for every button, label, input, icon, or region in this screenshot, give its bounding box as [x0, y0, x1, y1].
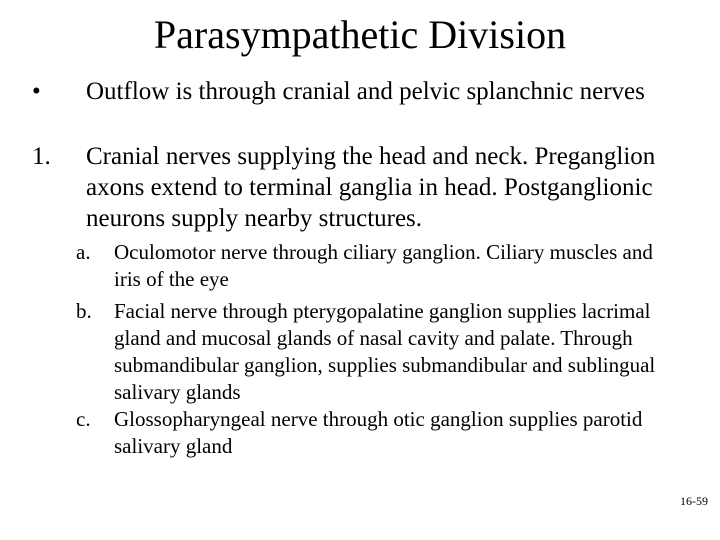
slide-title: Parasympathetic Division — [153, 12, 567, 57]
main-point-text: Outflow is through cranial and pelvic splanchnic nerves — [86, 78, 645, 105]
sub-point-text: Glossopharyngeal nerve through otic ganglion supplies parotid salivary gland — [114, 407, 643, 458]
sub-point-a — [76, 239, 676, 293]
slide-number: 16-59 — [680, 494, 708, 508]
sub-point-marker: a. — [76, 240, 91, 264]
main-point-bullet — [32, 76, 720, 138]
main-point-text: Cranial nerves supplying the head and neck. Preganglion axons extend to terminal ganglia in head. Postganglionic neurons supply nearby structures. — [86, 143, 656, 232]
sub-point-text: Facial nerve through pterygopalatine ganglion supplies lacrimal gland and mucosal glands of nasal cavity and palate. Through submandibular ganglion, supplies submandibular and sublingual salivary glands — [114, 299, 656, 404]
sub-point-marker: c. — [76, 407, 91, 431]
sub-point-text: Oculomotor nerve through ciliary ganglion. Ciliary muscles and iris of the eye — [114, 240, 653, 291]
main-point-numbered — [32, 141, 720, 235]
sub-point-b — [76, 298, 676, 406]
sub-point-marker: b. — [76, 299, 92, 323]
number-marker: 1. — [32, 143, 51, 170]
sub-point-c — [76, 406, 676, 460]
bullet-marker: • — [32, 78, 41, 105]
